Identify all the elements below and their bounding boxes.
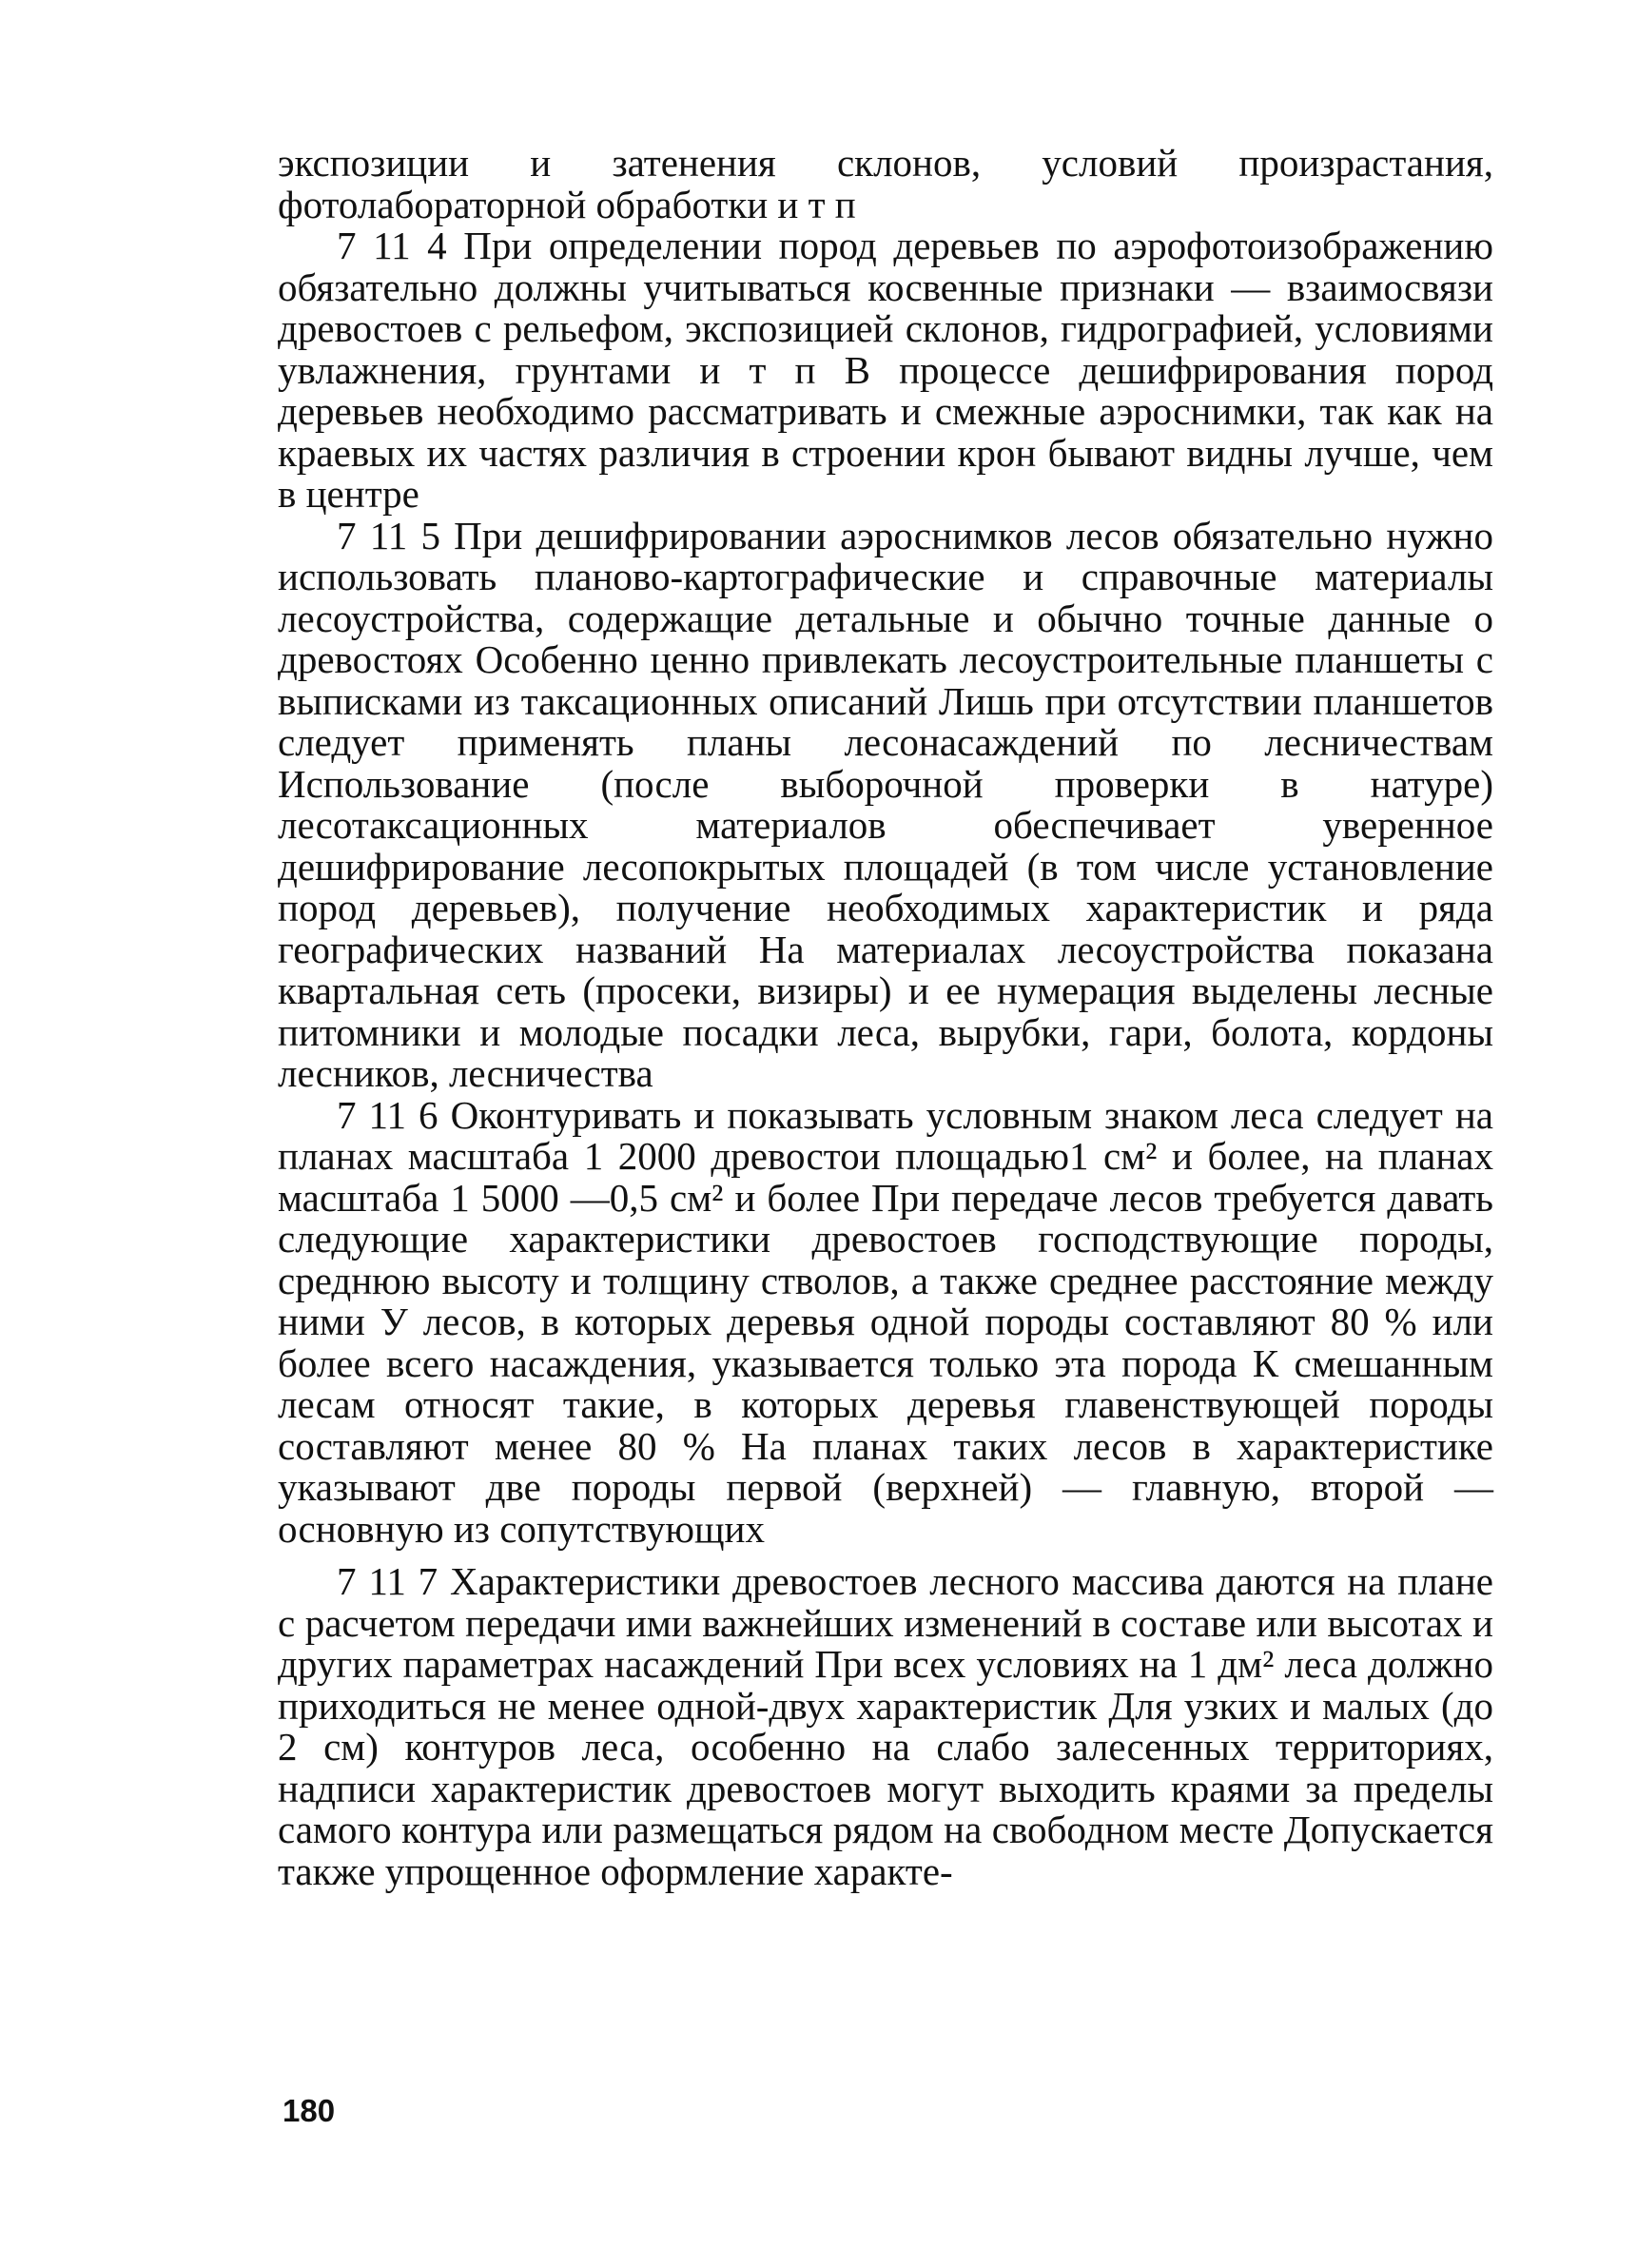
paragraph-7-11-7: 7 11 7 Характеристики древостоев лесного массива даются на плане с расчетом передачи ими важнейших изменений в составе или высотах и других параметрах насаждений При всех условиях на 1 дм² леса должно приходиться не менее одной-двух характеристик Для узких и малых (до 2 см) контуров леса, особенно на слабо залесенных территориях, надписи характеристик древостоев могут выходить краями за пределы самого контура или размещаться рядом на свободном месте Допускается также упрощенное оформление характе-	[278, 1559, 1493, 1893]
paragraph-7-11-5: 7 11 5 При дешифрировании аэроснимков лесов обязательно нужно использовать планово-картографические и справочные материалы лесоустройства, содержащие детальные и обычно точные данные о древостоях Особенно ценно привлекать лесоустроительные планшеты с выписками из таксационных описаний Лишь при отсутствии планшетов следует применять планы лесонасаждений по лесничествам Использование (после выборочной проверки в натуре) лесотаксационных материалов обеспечивает уверенное дешифрирование лесопокрытых площадей (в том числе установление пород деревьев), получение необходимых характеристик и ряда географических названий На материалах лесоустройства показана квартальная сеть (просеки, визиры) и ее нумерация выделены лесные питомники и молодые посадки леса, вырубки, гари, болота, кордоны лесников, лесничества	[278, 513, 1493, 1095]
body-text	[278, 143, 1493, 1892]
paragraph-7-11-6: 7 11 6 Оконтуривать и показывать условным знаком леса следует на планах масштаба 1 2000 древостои площадью1 см² и более, на планах масштаба 1 5000 —0,5 см² и более При передаче лесов требуется давать следующие характеристики древостоев господствующие породы, среднюю высоту и толщину стволов, а также среднее расстояние между ними У лесов, в которых деревья одной породы составляют 80 % или более всего насаждения, указывается только эта порода К смешанным лесам относят такие, в которых деревья главенствующей породы составляют менее 80 % На планах таких лесов в характеристике указывают две породы первой (верхней) — главную, второй — основную из сопутствующих	[278, 1092, 1493, 1551]
page-number: 180	[283, 2093, 336, 2128]
paragraph-7-11-4: 7 11 4 При определении пород деревьев по аэрофотоизображению обязательно должны учитываться косвенные признаки — взаимосвязи древостоев с рельефом, экспозицией склонов, гидрографией, условиями увлажнения, грунтами и т п В процессе дешифрирования пород деревьев необходимо рассматривать и смежные аэроснимки, так как на краевых их частях различия в строении крон бывают видны лучше, чем в центре	[278, 224, 1493, 516]
paragraph-continuation: экспозиции и затенения склонов, условий произрастания, фотолабораторной обработки и т п	[278, 141, 1493, 226]
